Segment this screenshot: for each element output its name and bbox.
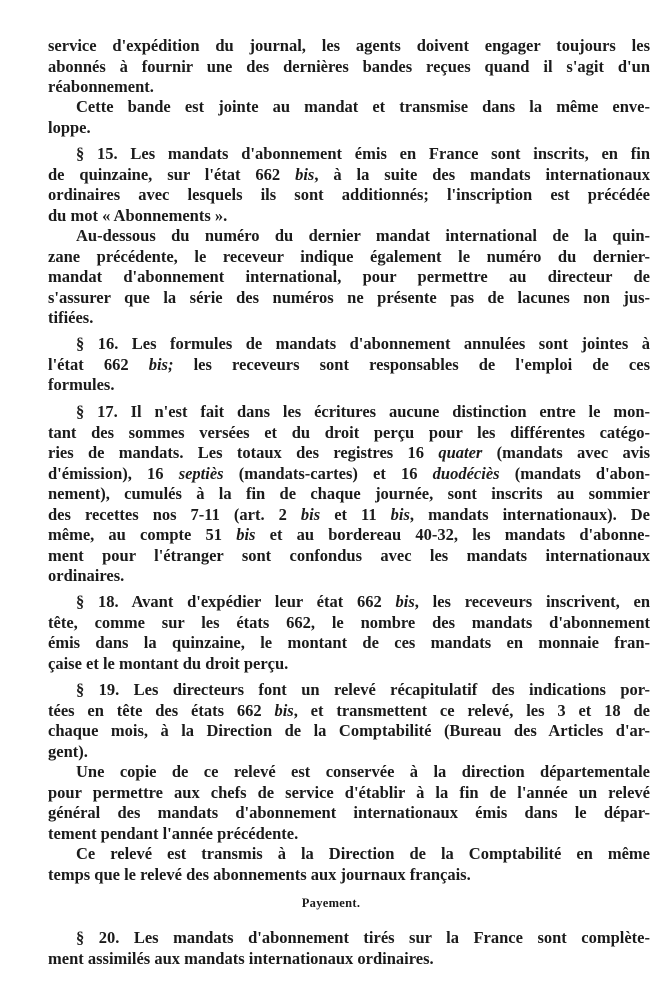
text-line <box>48 374 650 395</box>
italic-text: bis <box>295 164 315 184</box>
text-segment: ordinaires. <box>48 566 125 585</box>
text-line <box>48 653 650 674</box>
text-line <box>48 741 650 762</box>
text-segment: , à la suite des mandats internationaux <box>314 164 650 184</box>
text-segment: , les receveurs inscrivent, en <box>414 592 650 611</box>
text-line <box>48 287 650 308</box>
text-segment: et 11 <box>320 504 391 524</box>
text-segment: ment pour l'étranger sont confondus avec les mandats internationaux <box>48 545 650 565</box>
italic-text: bis <box>274 700 294 720</box>
text-line <box>48 823 650 844</box>
text-line <box>76 333 650 354</box>
text-segment: et au bordereau 40-32, les mandats d'abonne- <box>255 525 650 544</box>
text-line <box>48 948 650 969</box>
text-segment: service d'expédition du journal, les agents doivent engager toujours les <box>48 36 650 55</box>
text-segment: § 20. Les mandats d'abonnement tirés sur la France sont complète- <box>76 928 650 947</box>
text-line <box>76 591 650 612</box>
italic-text: bis <box>390 504 410 524</box>
text-segment: (mandats d'abon- <box>499 463 650 483</box>
text-segment: § 17. Il n'est fait dans les écritures aucune distinction entre le mon- <box>76 402 650 421</box>
text-line <box>48 266 650 287</box>
text-line <box>48 76 650 97</box>
text-segment: formules. <box>48 375 115 394</box>
text-line <box>48 720 650 741</box>
text-segment: du mot « Abonnements ». <box>48 205 228 225</box>
text-segment: § 19. Les directeurs font un relevé récapitulatif des indications por- <box>76 680 650 699</box>
text-line <box>48 612 650 633</box>
text-line <box>48 802 650 823</box>
text-segment: général des mandats d'abonnement internationaux émis dans le dépar- <box>48 803 650 822</box>
text-line <box>48 205 650 226</box>
text-segment: abonnés à fournir une des dernières bandes reçues quand il s'agit d'un <box>48 56 650 76</box>
text-segment: tête, comme sur les états 662, le nombre des mandats d'abonnement <box>48 612 650 632</box>
text-segment: (mandats avec avis <box>482 443 650 462</box>
text-segment: zane précédente, le receveur indique également le numéro du dernier- <box>48 246 650 266</box>
text-line <box>48 483 650 504</box>
text-segment: l'état 662 <box>48 354 149 374</box>
text-line <box>76 143 650 164</box>
text-segment: s'assurer que la série des numéros ne présente pas de lacunes non jus- <box>48 287 650 307</box>
text-line <box>76 843 650 864</box>
text-segment: Une copie de ce relevé est conservée à la direction départementale <box>76 762 650 781</box>
text-segment: , et transmettent ce relevé, les 3 et 18 de <box>293 700 650 720</box>
text-line <box>48 545 650 566</box>
text-segment: çaise et le montant du droit perçu. <box>48 653 289 673</box>
text-segment: d'émission), 16 <box>48 463 179 483</box>
text-segment: tant des sommes versées et du droit perçu pour les différentes catégo- <box>48 422 650 442</box>
text-line <box>48 864 650 885</box>
italic-text: bis; <box>148 354 174 374</box>
text-segment: , mandats internationaux). De <box>409 504 650 524</box>
text-line <box>48 632 650 653</box>
text-segment: ries de mandats. Les totaux des registres 16 <box>48 443 439 462</box>
text-line <box>48 782 650 803</box>
italic-text: duodéciès <box>432 463 500 483</box>
text-segment: mandat d'abonnement international, pour permettre au directeur de <box>48 267 650 286</box>
text-line <box>48 700 650 721</box>
italic-text: septiès <box>178 463 224 483</box>
text-line <box>76 927 650 948</box>
text-segment: tement pendant l'année précédente. <box>48 823 299 843</box>
text-line <box>48 524 650 545</box>
text-segment: ment assimilés aux mandats internationaux ordinaires. <box>48 948 434 968</box>
text-line <box>48 422 650 443</box>
text-segment: gent). <box>48 741 88 761</box>
text-line <box>48 35 650 56</box>
text-segment: des recettes nos 7-11 (art. 2 <box>48 504 301 524</box>
text-segment: temps que le relevé des abonnements aux journaux français. <box>48 864 471 884</box>
text-segment: tifiées. <box>48 308 94 327</box>
text-line <box>76 401 650 422</box>
text-segment: tées en tête des états 662 <box>48 700 275 720</box>
text-segment: Cette bande est jointe au mandat et transmise dans la même enve- <box>76 97 650 116</box>
text-segment: ordinaires avec lesquels ils sont additionnés; l'inscription est précédée <box>48 185 650 204</box>
text-line <box>48 504 650 525</box>
text-line <box>48 117 650 138</box>
italic-text: bis <box>236 525 256 544</box>
text-line <box>48 184 650 205</box>
text-segment: même, au compte 51 <box>48 525 237 544</box>
text-line <box>48 442 650 463</box>
text-segment: § 16. Les formules de mandats d'abonnement annulées sont jointes à <box>76 334 650 353</box>
text-segment: § 15. Les mandats d'abonnement émis en France sont inscrits, en fin <box>76 144 650 163</box>
text-line <box>48 56 650 77</box>
text-line <box>48 463 650 484</box>
text-segment: émis dans la quinzaine, le montant de ces mandats en monnaie fran- <box>48 633 650 652</box>
text-segment: les receveurs sont responsables de l'emploi de ces <box>173 354 650 374</box>
text-line <box>76 96 650 117</box>
text-segment: réabonnement. <box>48 77 154 96</box>
text-line <box>48 354 650 375</box>
text-segment: nement), cumulés à la fin de chaque journée, sont inscrits au sommier <box>48 484 650 503</box>
text-segment: de quinzaine, sur l'état 662 <box>48 164 296 184</box>
text-line <box>48 164 650 185</box>
text-line <box>48 307 650 328</box>
text-segment: (mandats-cartes) et 16 <box>223 463 433 483</box>
text-segment: Au-dessous du numéro du dernier mandat international de la quin- <box>76 226 650 245</box>
text-line <box>48 565 650 586</box>
text-segment: chaque mois, à la Direction de la Comptabilité (Bureau des Articles d'ar- <box>48 721 650 740</box>
italic-text: bis <box>395 592 415 611</box>
italic-text: quater <box>438 443 483 462</box>
text-segment: Ce relevé est transmis à la Direction de la Comptabilité en même <box>76 844 650 863</box>
text-line <box>76 225 650 246</box>
text-segment: pour permettre aux chefs de service d'établir à la fin de l'année un relevé <box>48 782 650 802</box>
italic-text: bis <box>300 504 321 524</box>
text-line <box>76 679 650 700</box>
text-segment: loppe. <box>48 117 91 137</box>
section-heading: Payement. <box>301 896 361 910</box>
text-line <box>48 246 650 267</box>
text-line <box>76 761 650 782</box>
text-segment: § 18. Avant d'expédier leur état 662 <box>76 592 396 611</box>
